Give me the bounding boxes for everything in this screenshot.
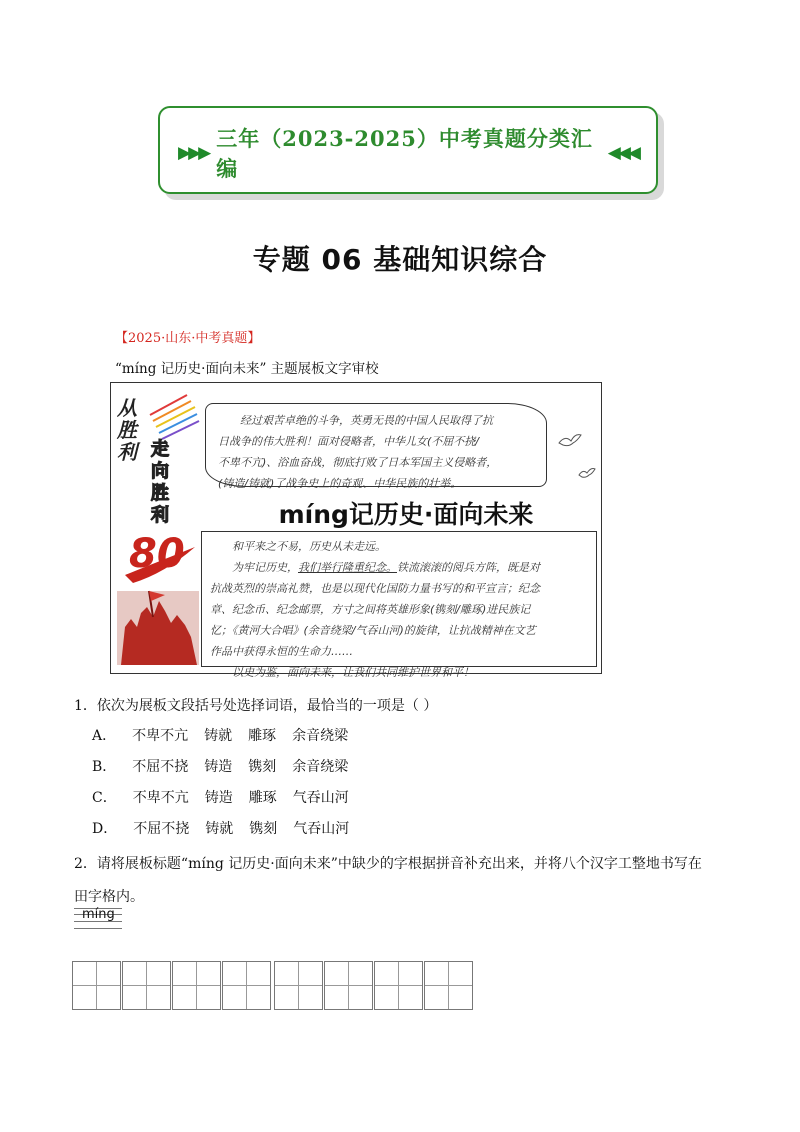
option-word: 雕琢 [248, 790, 277, 806]
poster-paragraph-1 [205, 403, 547, 490]
poster-headline: míng记历史·面向未来 [278, 500, 534, 529]
intro-line: “míng 记历史·面向未来” 主题展板文字审校 [115, 361, 379, 377]
header-banner [158, 106, 658, 194]
option-a[interactable] [92, 725, 364, 745]
option-word: 不卑不亢 [132, 728, 189, 744]
option-word: 不屈不挠 [132, 759, 189, 775]
poster-paragraph-2 [201, 531, 597, 679]
option-word: 铸造 [204, 759, 233, 775]
option-letter: D． [92, 821, 118, 837]
arrow-right-icon: ▶▶▶ [178, 143, 209, 163]
subject-title: 专题 06 基础知识综合 [252, 243, 548, 276]
svg-text:利: 利 [117, 440, 137, 464]
option-letter: A． [92, 728, 117, 744]
tianzige-grid-left [72, 961, 272, 1011]
p2-segment: 为牢记历史， [232, 561, 298, 574]
p2-line: 以史为鉴，面向未来，让我们共同维护世界和平！ [232, 666, 474, 679]
option-word: 雕琢 [248, 728, 277, 744]
option-word: 余音绕梁 [292, 728, 349, 744]
option-word: 镌刻 [248, 759, 277, 775]
option-word: 余音绕梁 [292, 759, 349, 775]
p2-line: 作品中获得永恒的生命力…… [210, 645, 353, 658]
option-letter: C． [92, 790, 117, 806]
tianzige-cell[interactable] [122, 961, 171, 1010]
option-b[interactable] [92, 756, 364, 776]
option-word: 铸就 [205, 821, 234, 837]
tianzige-grid-right [274, 961, 474, 1011]
option-word: 铸就 [204, 728, 233, 744]
option-d[interactable] [92, 818, 365, 838]
p1-line: 不卑不亢)、浴血奋战，彻底打败了日本军国主义侵略者， [218, 456, 498, 469]
tianzige-cell[interactable] [172, 961, 221, 1010]
dove-icon [577, 465, 597, 481]
svg-text:80: 80 [129, 531, 185, 577]
logo-char-1: 从 [117, 396, 137, 420]
pinyin-writing-box [74, 906, 122, 930]
dove-icon [557, 431, 583, 451]
p1-line: 日战争的伟大胜利！面对侵略者，中华儿女(不屈不挠/ [218, 435, 479, 448]
p2-line: 抗战英烈的崇高礼赞，也是以现代化国防力量书写的和平宣言；纪念 [210, 582, 540, 595]
option-word: 不卑不亢 [132, 790, 189, 806]
p2-underlined-segment: 我们举行隆重纪念。 [298, 561, 397, 574]
p1-line: 经过艰苦卓绝的斗争，英勇无畏的中国人民取得了抗 [240, 414, 493, 427]
p2-segment: 铁流滚滚的阅兵方阵，既是对 [397, 561, 540, 574]
option-c[interactable] [92, 787, 365, 807]
svg-text:向: 向 [151, 461, 169, 482]
pinyin-text: míng [82, 907, 115, 922]
tianzige-cell[interactable] [324, 961, 373, 1010]
question-2-stem: 2．请将展板标题“míng 记历史·面向未来”中缺少的字根据拼音补充出来，并将八个汉字工整地书写在田字格内。 [74, 856, 702, 905]
option-word: 气吞山河 [292, 790, 349, 806]
p2-line: 和平来之不易，历史从未走远。 [232, 540, 386, 553]
p2-line: 忆；《黄河大合唱》(余音绕梁/气吞山河)的旋律，让抗战精神在文艺 [210, 624, 536, 637]
tianzige-cell[interactable] [72, 961, 121, 1010]
option-letter: B． [92, 759, 117, 775]
option-word: 气吞山河 [293, 821, 350, 837]
option-word: 镌刻 [249, 821, 278, 837]
question-1-stem: 1．依次为展板文段括号处选择词语，最恰当的一项是（ ） [74, 698, 438, 714]
option-word: 不屈不挠 [133, 821, 190, 837]
svg-text:胜: 胜 [117, 418, 137, 442]
p1-line: (铸造/铸就)了战争史上的奇观、中华民族的壮举。 [218, 477, 462, 490]
tianzige-cell[interactable] [222, 961, 271, 1010]
p2-line: 章、纪念币、纪念邮票，方寸之间将英雄形象(镌刻/雕琢)进民族记 [210, 603, 531, 616]
tianzige-cell[interactable] [424, 961, 473, 1010]
svg-text:利: 利 [151, 505, 169, 526]
banner-content [170, 126, 646, 181]
poster-side-logo [115, 387, 201, 669]
p2-line [210, 557, 588, 578]
svg-text:胜: 胜 [151, 483, 169, 504]
poster-image [110, 382, 602, 679]
tianzige-cell[interactable] [374, 961, 423, 1010]
svg-text:走: 走 [151, 439, 169, 460]
arrow-left-icon: ◀◀◀ [607, 143, 638, 163]
banner-title: 三年（2023-2025）中考真题分类汇编 [216, 126, 593, 181]
tianzige-cell[interactable] [274, 961, 323, 1010]
option-word: 铸造 [204, 790, 233, 806]
source-tag: 【2025·山东·中考真题】 [115, 331, 261, 346]
